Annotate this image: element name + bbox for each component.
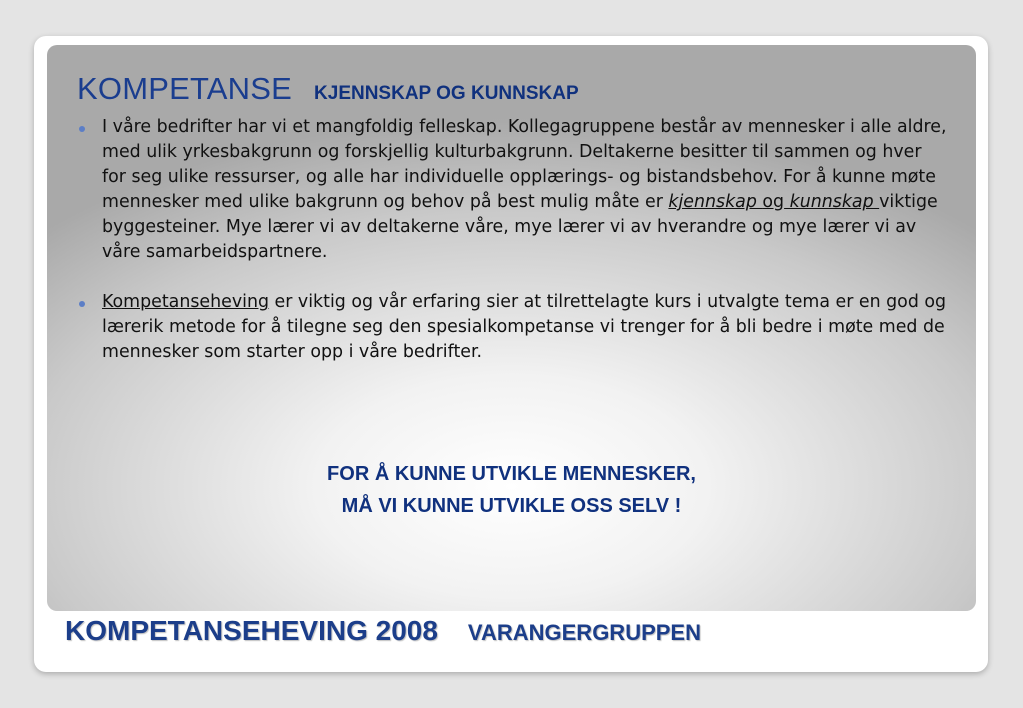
slide-heading xyxy=(77,71,579,107)
bullet-dot-icon xyxy=(79,301,85,307)
bullet-1-text-end: viktige byggesteiner. Mye lærer vi av deltakerne våre, mye lærer vi av hverandre og mye lærer vi av våre samarbeidspartnere. xyxy=(102,192,938,262)
footer xyxy=(65,615,701,647)
bullet-item-2 xyxy=(79,290,949,365)
term-og: og xyxy=(762,192,785,212)
slide xyxy=(34,36,988,672)
slogan-line-2: MÅ VI KUNNE UTVIKLE OSS SELV ! xyxy=(341,495,682,517)
bullet-list xyxy=(79,115,949,365)
slide-subtitle: KJENNSKAP OG KUNNSKAP xyxy=(314,83,579,104)
slogan-line-1: FOR Å KUNNE UTVIKLE MENNESKER, xyxy=(327,463,696,485)
bullet-item-1 xyxy=(79,115,949,265)
bullet-1-text: I våre bedrifter har vi et mangfoldig felleskap. Kollegagruppene består av mennesker i alle aldre, med ulik yrkesbakgrunn og forskjellig kulturbakgrunn. Deltakerne besitter til sammen og hver for seg ulike ressurser, og alle har individuelle opplærings- og bistandsbehov. For å kunne møte mennesker med ulike bakgrunn og behov på best mulig måte er xyxy=(102,117,947,212)
content-panel xyxy=(47,45,976,611)
slide-title: KOMPETANSE xyxy=(77,71,293,106)
bullet-2-text: er viktig og vår erfaring sier at tilrettelagte kurs i utvalgte tema er en god og lærerik metode for å tilegne seg den spesialkompetanse vi trenger for å bli bedre i møte med de mennesker som starter opp i våre bedrifter. xyxy=(102,292,947,362)
bullet-dot-icon xyxy=(79,126,85,132)
footer-title: KOMPETANSEHEVING 2008 xyxy=(65,615,438,646)
term-kompetanseheving: Kompetanseheving xyxy=(102,292,270,312)
term-kunnskap: kunnskap xyxy=(784,192,880,212)
term-kjennskap: kjennskap xyxy=(668,192,763,212)
footer-subtitle: VARANGERGRUPPEN xyxy=(467,620,701,645)
slogan xyxy=(47,458,976,522)
